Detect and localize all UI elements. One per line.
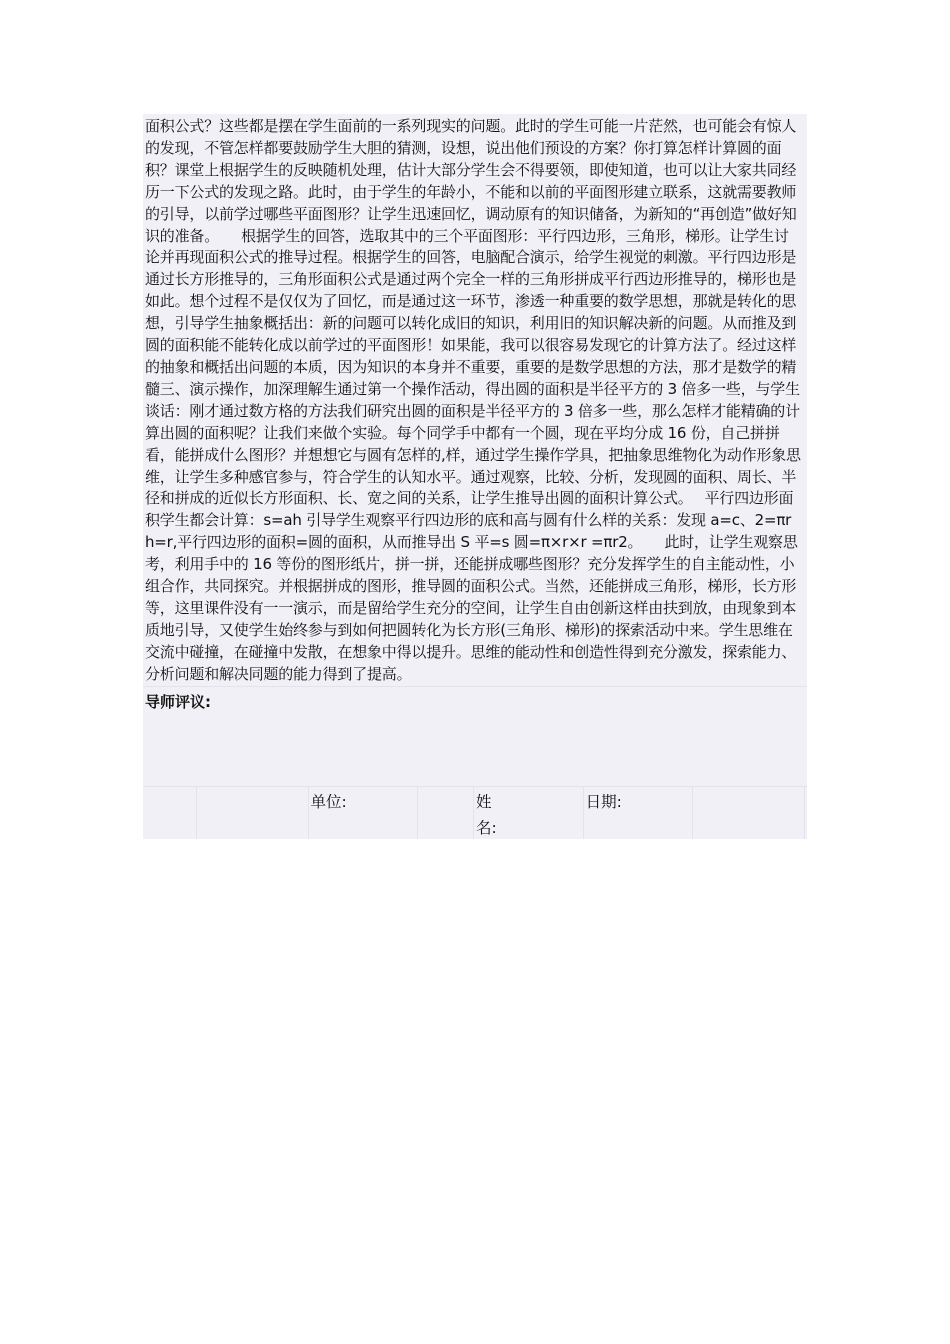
- review-row: [143, 687, 807, 787]
- lesson-table: [143, 114, 807, 839]
- unit-label: 单位:: [309, 787, 419, 839]
- sign-cell-blank-4: [693, 787, 805, 839]
- sign-cell-blank-2: [197, 787, 309, 839]
- body-paragraph: 面积公式？这些都是摆在学生面前的一系列现实的问题。此时的学生可能一片茫然，也可能会有惊人的发现，不管怎样都要鼓励学生大胆的猜测，设想，说出他们预设的方案？你打算怎样计算圆的面积？课堂上根据学生的反映随机处理，估计大部分学生会不得要领，即使知道，也可以让大家共同经历一下公式的发现之路。此时，由于学生的年龄小，不能和以前的平面图形建立联系，这就需要教师的引导，以前学过哪些平面图形？让学生迅速回忆，调动原有的知识储备，为新知的“再创造”做好知识的准备。 根据学生的回答，选取其中的三个平面图形：平行四边形，三角形，梯形。让学生讨论并再现面积公式的推导过程。根据学生的回答，电脑配合演示，给学生视觉的刺激。平行四边形是通过长方形推导的，三角形面积公式是通过两个完全一样的三角形拼成平行西边形推导的，梯形也是如此。想个过程不是仅仅为了回忆，而是通过这一环节，渗透一种重要的数学思想，那就是转化的思想，引导学生抽象概括出：新的问题可以转化成旧的知识，利用旧的知识解决新的问题。从而推及到圆的面积能不能转化成以前学过的平面图形！如果能，我可以很容易发现它的计算方法了。经过这样的抽象和概括出问题的本质，因为知识的本身并不重要，重要的是数学思想的方法，那才是数学的精髓三、演示操作，加深理解生通过第一个操作活动，得出圆的面积是半径平方的 3 倍多一些，与学生谈话：刚才通过数方格的方法我们研究出圆的面积是半径平方的 3 倍多一些，那么怎样才能精确的计算出圆的面积呢？让我们来做个实验。每个同学手中都有一个圆，现在平均分成 16 份，自己拼拼看，能拼成什么图形？并想想它与圆有怎样的,样，通过学生操作学具，把抽象思维物化为动作形象思维，让学生多种感官参与，符合学生的认知水平。通过观察，比较、分析，发现圆的面积、周长、半径和拼成的近似长方形面积、长、宽之间的关系，让学生推导出圆的面积计算公式。 平行四边形面积学生都会计算：s=ah 引导学生观察平行四边形的底和高与圆有什么样的关系：发现 a=c、2=πr h=r,平行四边形的面积=圆的面积，从而推导出 S 平=s 圆=π×r×r =πr2。 此时，让学生观察思考，利用手中的 16 等份的图形纸片，拼一拼，还能拼成哪些图形？充分发挥学生的自主能动性，小组合作，共同探究。并根据拼成的图形，推导圆的面积公式。当然，还能拼成三角形，梯形，长方形等，这里课件没有一一演示，而是留给学生充分的空间，让学生自由创新这样由扶到放，由现象到本质地引导，又使学生始终参与到如何把圆转化为长方形(三角形、梯形)的探索活动中来。学生思维在交流中碰撞，在碰撞中发散，在想象中得以提升。思维的能动性和创造性得到充分激发，探索能力、分析问题和解决同题的能力得到了提高。: [145, 117, 806, 683]
- sign-cell-blank-3: [418, 787, 474, 839]
- review-label: 导师评议:: [145, 692, 211, 711]
- body-row: [143, 114, 807, 687]
- signature-row: [143, 787, 807, 839]
- name-label: 姓名:: [476, 792, 497, 837]
- sign-cell-blank-5: [805, 787, 807, 839]
- sign-cell-blank-1: [143, 787, 197, 839]
- name-label-cell: [474, 787, 584, 839]
- date-label: 日期:: [584, 787, 694, 839]
